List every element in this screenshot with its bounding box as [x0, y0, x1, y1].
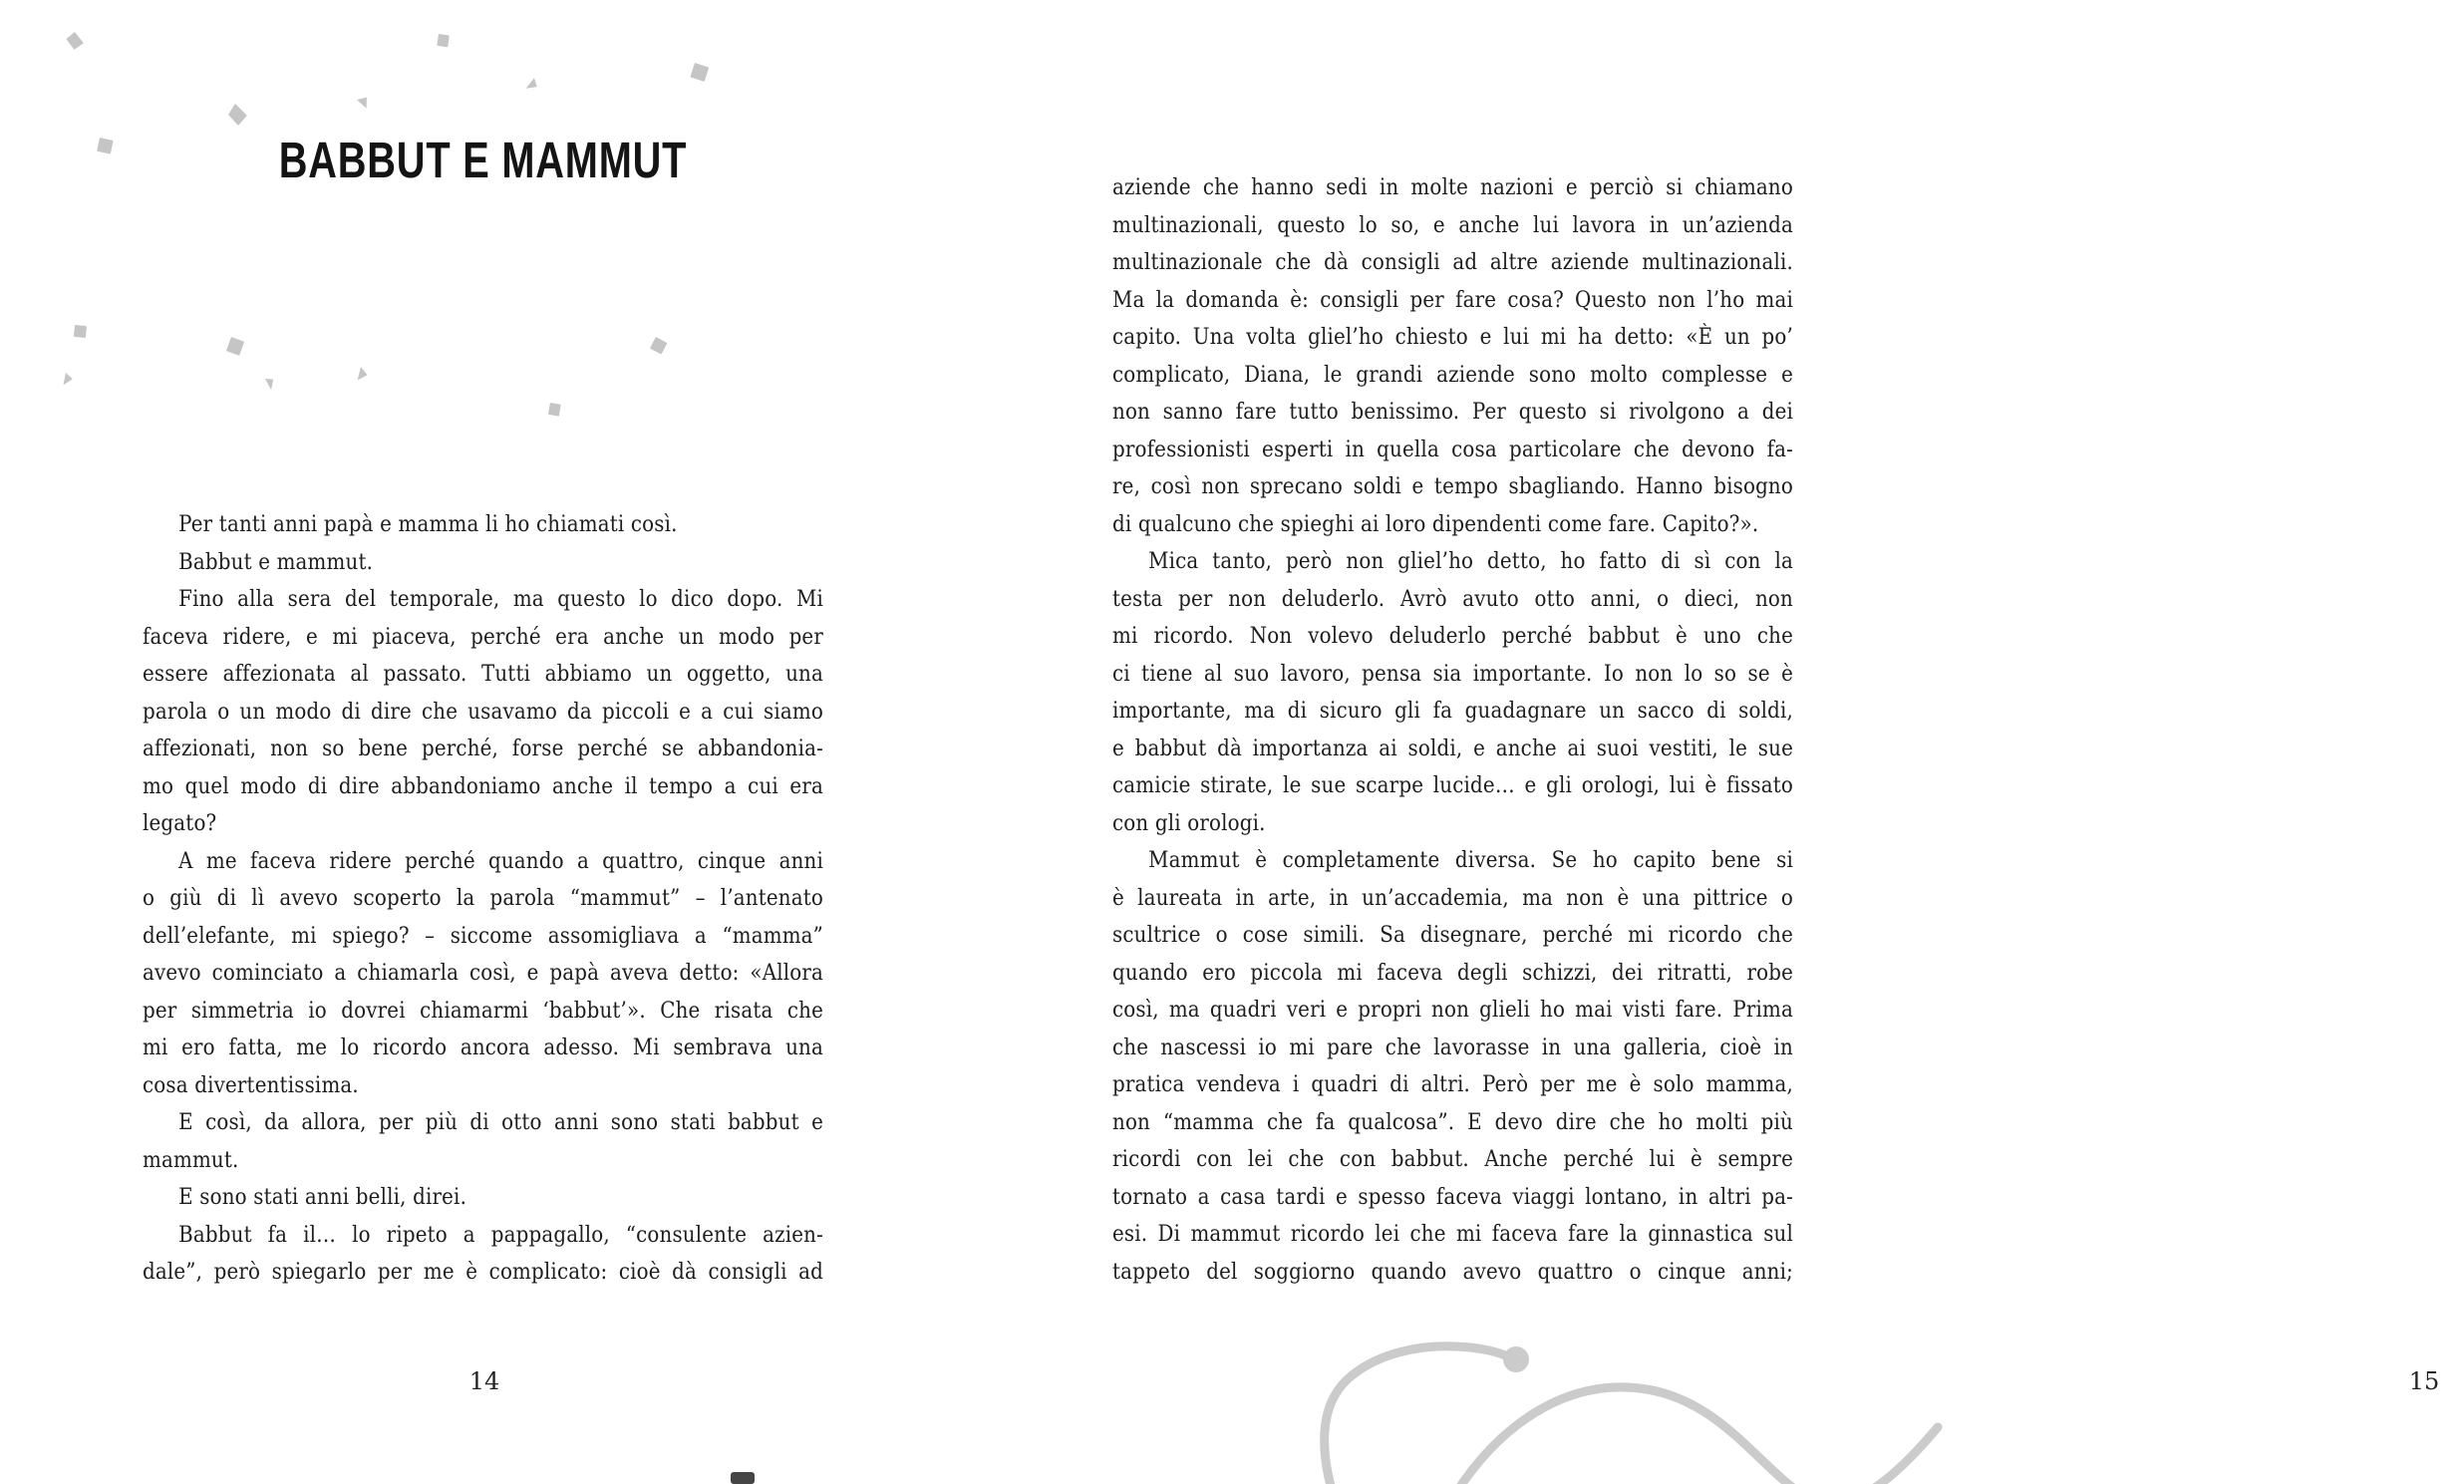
text-line: capito. Una volta gliel’ho chiesto e lui mi ha detto: «È un po’ — [1112, 324, 1794, 350]
text-line: così, ma quadri veri e propri non glieli ho mai visti fare. Prima — [1112, 997, 1794, 1023]
text-line: multinazionali, questo lo so, e anche lui lavora in un’azienda — [1112, 211, 1794, 238]
text-line: quando ero piccola mi faceva degli schizzi, dei ritratti, robe — [1112, 959, 1794, 986]
text-line: multinazionale che dà consigli ad altre aziende multinazionali. — [1112, 249, 1794, 275]
text-line: dale”, però spiegarlo per me è complicato: cioè dà consigli ad — [143, 1259, 824, 1285]
text-line: è laureata in arte, in un’accademia, ma non è una pittrice o — [1112, 884, 1794, 911]
text-line: E sono stati anni belli, direi. — [178, 1184, 467, 1210]
text-line: di qualcuno che spieghi ai loro dipendenti come fare. Capito?». — [1112, 510, 1759, 537]
text-line: non sanno fare tutto benissimo. Per questo si rivolgono a dei — [1112, 399, 1794, 425]
text-line: Per tanti anni papà e mamma li ho chiamati così. — [178, 511, 678, 537]
text-line: ricordi con lei che con babbut. Anche perché lui è sempre — [1112, 1146, 1794, 1172]
text-line: con gli orologi. — [1112, 809, 1266, 836]
text-line: scultrice o cose simili. Sa disegnare, perché mi ricordo che — [1112, 922, 1794, 948]
text-line: che nascessi io mi pare che lavorasse in una galleria, cioè in — [1112, 1034, 1794, 1060]
text-line: Babbut fa il… lo ripeto a pappagallo, “consulente azien- — [178, 1221, 824, 1248]
text-line: Mammut è completamente diversa. Se ho capito bene si — [1148, 847, 1794, 873]
text-line: ci tiene al suo lavoro, pensa sia importante. Io non lo so se è — [1112, 660, 1794, 687]
text-line: Ma la domanda è: consigli per fare cosa? Questo non l’ho mai — [1112, 286, 1794, 313]
text-line: parola o un modo di dire che usavamo da piccoli e a cui siamo — [143, 698, 824, 725]
text-line: tappeto del soggiorno quando avevo quattro o cinque anni; — [1112, 1258, 1794, 1285]
text-line: Fino alla sera del temporale, ma questo lo dico dopo. Mi — [178, 586, 824, 612]
text-line: mi ero fatta, me lo ricordo ancora adesso. Mi sembrava una — [143, 1035, 824, 1060]
text-line: complicato, Diana, le grandi aziende sono molto complesse e — [1112, 361, 1794, 388]
text-line: tornato a casa tardi e spesso faceva viaggi lontano, in altri pa- — [1112, 1183, 1794, 1210]
text-line: faceva ridere, e mi piaceva, perché era anche un modo per — [143, 623, 824, 650]
text-line: importante, ma di sicuro gli fa guadagnare un sacco di soldi, — [1112, 698, 1794, 724]
text-line: non “mamma che fa qualcosa”. E devo dire che ho molti più — [1112, 1108, 1794, 1135]
text-line: per simmetria io dovrei chiamarmi ‘babbut’». Che risata che — [143, 997, 824, 1024]
text-line: mo quel modo di dire abbandoniamo anche il tempo a cui era — [143, 772, 824, 799]
body-text-right — [1112, 169, 1793, 1291]
text-line: dell’elefante, mi spiego? – siccome assomigliava a “mamma” — [143, 922, 824, 949]
text-line: avevo cominciato a chiamarla così, e papà aveva detto: «Allora — [143, 960, 824, 986]
fold-mark — [731, 1472, 755, 1484]
text-line: re, così non sprecano soldi e tempo sbagliando. Hanno bisogno — [1112, 473, 1794, 499]
text-line: E così, da allora, per più di otto anni sono stati babbut e — [178, 1109, 824, 1135]
text-line: aziende che hanno sedi in molte nazioni e perciò si chiamano — [1112, 174, 1794, 200]
text-line: A me faceva ridere perché quando a quattro, cinque anni — [178, 847, 824, 874]
text-line: legato? — [143, 810, 217, 836]
text-line: o giù di lì avevo scoperto la parola “mammut” – l’antenato — [143, 885, 824, 911]
text-line: essere affezionata al passato. Tutti abbiamo un oggetto, una — [143, 661, 824, 687]
text-line: affezionati, non so bene perché, forse perché se abbandonia- — [143, 736, 824, 761]
chapter-title: BABBUT E MAMMUT — [278, 132, 688, 188]
page-left — [0, 0, 970, 1484]
text-line: Babbut e mammut. — [178, 548, 374, 575]
text-line: pratica vendeva i quadri di altri. Però per me è solo mamma, — [1112, 1071, 1794, 1097]
text-line: e babbut dà importanza ai soldi, e anche ai suoi vestiti, le sue — [1112, 735, 1794, 761]
text-line: esi. Di mammut ricordo lei che mi faceva fare la ginnastica sul — [1112, 1221, 1794, 1247]
text-line: camicie stirate, le sue scarpe lucide… e gli orologi, lui è fissato — [1112, 772, 1794, 798]
body-text-left — [143, 506, 823, 1292]
page-number-right: 15 — [2408, 1367, 2440, 1395]
text-line: mammut. — [143, 1146, 239, 1173]
page-right — [970, 0, 2440, 1484]
text-line: cosa divertentissima. — [143, 1071, 359, 1098]
text-line: Mica tanto, però non gliel’ho detto, ho fatto di sì con la — [1148, 548, 1794, 574]
text-line: mi ricordo. Non volevo deluderlo perché babbut è uno che — [1112, 623, 1794, 649]
text-line: professionisti esperti in quella cosa particolare che devono fa- — [1112, 436, 1794, 462]
text-line: testa per non deluderlo. Avrò avuto otto anni, o dieci, non — [1112, 585, 1794, 612]
page-number-left: 14 — [468, 1367, 500, 1395]
